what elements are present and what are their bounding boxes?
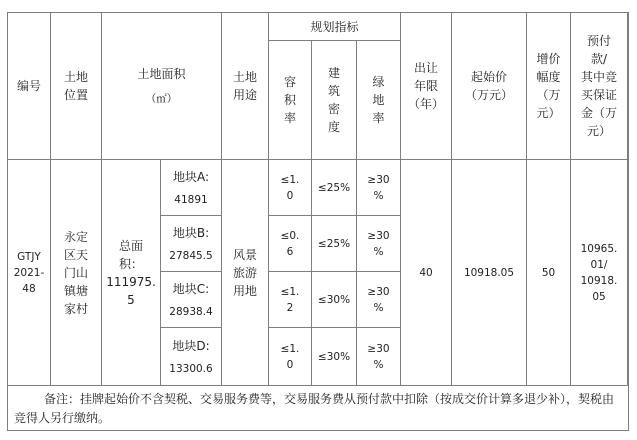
header-increment: 增价 幅度 （万 元）: [527, 13, 571, 160]
header-deposit: 预付 款/ 其中竞 买保证 金（万 元）: [571, 13, 628, 160]
parcel-a-green: ≥30 %: [357, 160, 401, 216]
table-note: 备注：挂牌起始价不含契税、交易服务费等，交易服务费从预付款中扣除（按成交价计算多退少补），契税由竞得人另行缴纳。: [14, 392, 615, 425]
parcel-b-far: ≤0. 6: [269, 216, 312, 272]
parcel-a-area: [161, 160, 222, 216]
record-start-price: 10918.05: [452, 160, 527, 386]
record-term: 40: [401, 160, 452, 386]
parcel-a-density: ≤25%: [312, 160, 357, 216]
parcel-d-area: [161, 328, 222, 386]
header-density: 建 筑 密 度: [312, 41, 357, 160]
header-area: [102, 13, 222, 160]
header-term: 出让 年限 （年）: [401, 13, 452, 160]
parcel-area: 13300.6: [169, 362, 213, 375]
header-location: 土地 位置: [51, 13, 102, 160]
parcel-b-density: ≤25%: [312, 216, 357, 272]
parcel-name: 地块B:: [172, 225, 210, 240]
header-start-price: 起始价 （万元）: [452, 13, 527, 160]
parcel-area: 27845.5: [169, 249, 213, 262]
parcel-d-density: ≤30%: [312, 328, 357, 386]
record-location: 永定 区天 门山 镇塘 家村: [51, 160, 102, 386]
header-area-label: 土地面积: [137, 67, 186, 81]
header-green: 绿 地 率: [357, 41, 401, 160]
parcel-area: 28938.4: [169, 305, 213, 318]
header-use: 土地 用途: [222, 13, 269, 160]
header-far: 容 积 率: [269, 41, 312, 160]
parcel-c-density: ≤30%: [312, 272, 357, 328]
parcel-d-green: ≥30 %: [357, 328, 401, 386]
header-area-unit: （㎡）: [145, 93, 178, 105]
parcel-c-area: [161, 272, 222, 328]
record-code: GTJY 2021- 48: [8, 160, 51, 386]
parcel-b-green: ≥30 %: [357, 216, 401, 272]
header-code: 编号: [8, 13, 51, 160]
parcel-name: 地块A:: [172, 169, 210, 184]
record-deposit: 10965. 01/ 10918. 05: [571, 160, 628, 386]
parcel-d-far: ≤1. 0: [269, 328, 312, 386]
record-use: 风景 旅游 用地: [222, 160, 269, 386]
parcel-c-green: ≥30 %: [357, 272, 401, 328]
parcel-name: 地块D:: [172, 338, 210, 353]
record-total-area: 总面 积： 111975. 5: [102, 160, 161, 386]
header-planning: 规划指标: [269, 13, 401, 41]
parcel-name: 地块C:: [172, 281, 210, 296]
parcel-b-area: [161, 216, 222, 272]
parcel-a-far: ≤1. 0: [269, 160, 312, 216]
record-increment: 50: [527, 160, 571, 386]
parcel-area: 41891: [174, 193, 208, 206]
parcel-c-far: ≤1. 2: [269, 272, 312, 328]
